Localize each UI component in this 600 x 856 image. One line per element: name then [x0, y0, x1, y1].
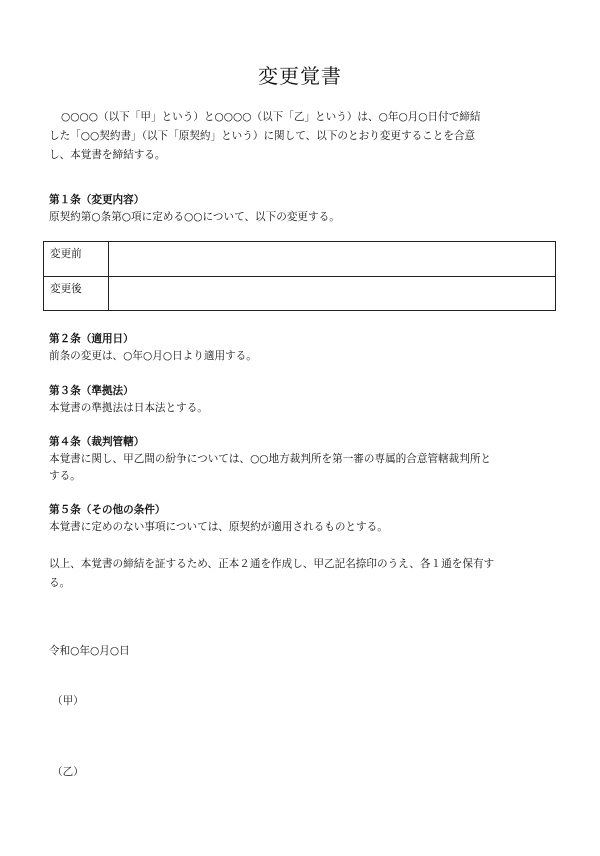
closing-paragraph: [49, 555, 559, 593]
article-body: 前条の変更は、○年○月○日より適用する。: [49, 350, 257, 362]
intro-line: し、本覚書を締結する。: [49, 149, 166, 161]
closing-line: る。: [49, 577, 71, 589]
article-3: [49, 383, 559, 417]
article-1: [49, 192, 559, 226]
document-title: 変更覚書: [258, 64, 342, 88]
article-heading: 第４条（裁判管轄）: [49, 436, 145, 448]
signing-date: 令和○年○月○日: [49, 645, 130, 657]
intro-line-text: ○○○○（以下「甲」という）と○○○○（以下「乙」という）は、○年○月○日付で締結: [61, 111, 481, 123]
article-5: [49, 502, 559, 536]
after-label: 変更後: [44, 276, 109, 311]
article-4: [49, 434, 559, 485]
article-heading: 第５条（その他の条件）: [49, 504, 166, 516]
intro-line: した「○○契約書」（以下「原契約」という）に関して、以下のとおり変更することを合意: [49, 130, 476, 142]
before-value: [109, 242, 556, 277]
after-value: [109, 276, 556, 311]
before-label: 変更前: [44, 242, 109, 277]
article-heading: 第１条（変更内容）: [49, 194, 145, 206]
article-body: 本覚書に定めのない事項については、原契約が適用されるものとする。: [49, 521, 388, 533]
article-body: 本覚書の準拠法は日本法とする。: [49, 402, 208, 414]
article-body: 本覚書に関し、甲乙間の紛争については、○○地方裁判所を第一審の専属的合意管轄裁判所と: [49, 453, 492, 465]
party-a-label: （甲）: [52, 695, 84, 707]
table-row: [44, 242, 556, 277]
table-row: [44, 276, 556, 311]
article-heading: 第３条（準拠法）: [49, 385, 134, 397]
change-table: [43, 241, 556, 311]
article-heading: 第２条（適用日）: [49, 333, 134, 345]
closing-line: 以上、本覚書の締結を証するため、正本２通を作成し、甲乙記名捺印のうえ、各１通を保有す: [49, 558, 495, 570]
intro-line: [49, 108, 559, 127]
intro-paragraph: [49, 108, 559, 165]
party-b-label: （乙）: [52, 766, 84, 778]
article-body: 原契約第○条第○項に定める○○について、以下の変更する。: [49, 211, 340, 223]
article-body: する。: [49, 470, 81, 482]
article-2: [49, 331, 559, 365]
